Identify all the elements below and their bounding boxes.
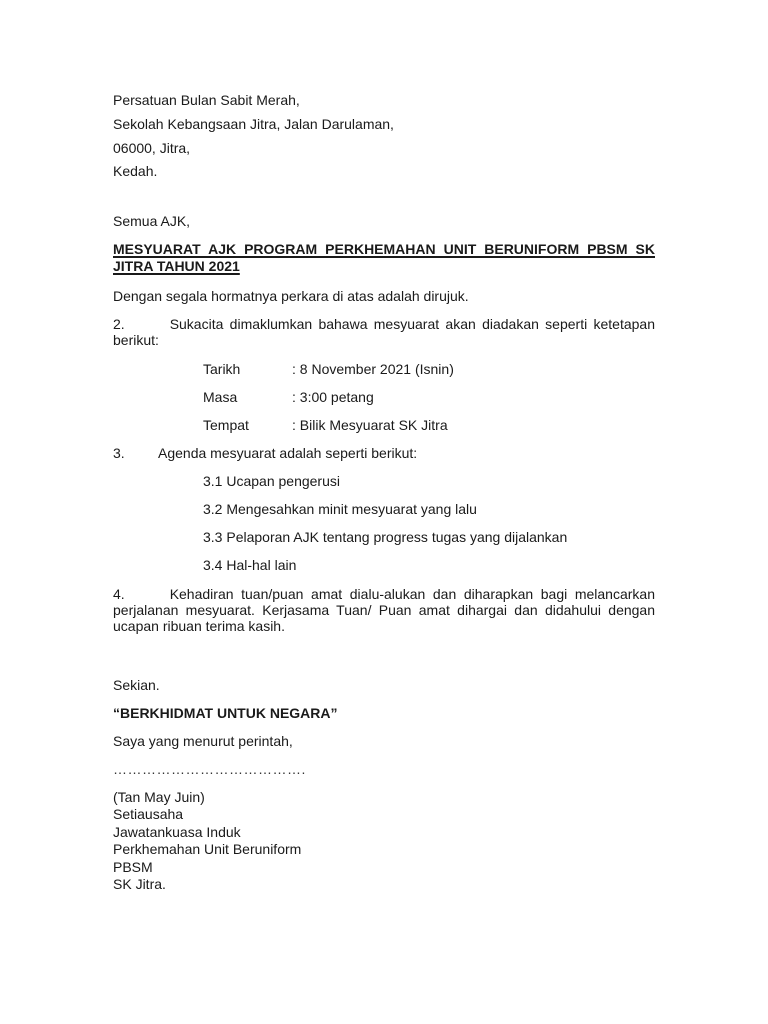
signatory-line: PBSM <box>113 859 153 875</box>
agenda-item: 3.3 Pelaporan AJK tentang progress tugas yang dijalankan <box>203 529 568 545</box>
detail-value-date: : 8 November 2021 (Isnin) <box>292 361 454 377</box>
closing: Sekian. <box>113 677 160 693</box>
address-line: 06000, Jitra, <box>113 140 191 156</box>
detail-value-time: : 3:00 petang <box>292 389 374 405</box>
paragraph-2 <box>113 316 655 348</box>
agenda-item: 3.2 Mengesahkan minit mesyuarat yang lalu <box>203 501 477 517</box>
address-line: Kedah. <box>113 163 158 179</box>
paragraph-text: Kehadiran tuan/puan amat dialu-alukan dan diharapkan bagi melancarkan perjalanan mesyuarat. Kerjasama Tuan/ Puan amat dihargai dan didahului dengan ucapan ribuan terima kasih. <box>113 586 655 634</box>
salutation: Semua AJK, <box>113 213 191 229</box>
address-line: Sekolah Kebangsaan Jitra, Jalan Darulaman, <box>113 116 394 132</box>
paragraph-number: 2. <box>113 316 125 332</box>
signatory-line: Jawatankuasa Induk <box>113 824 241 840</box>
paragraph-3-text: Agenda mesyuarat adalah seperti berikut: <box>158 445 418 461</box>
opening-line: Dengan segala hormatnya perkara di atas adalah dirujuk. <box>113 288 469 304</box>
signatory-line: Setiausaha <box>113 806 184 822</box>
detail-value-venue: : Bilik Mesyuarat SK Jitra <box>292 417 448 433</box>
signatory-name: (Tan May Juin) <box>113 789 205 805</box>
signatory-line: Perkhemahan Unit Beruniform <box>113 841 302 857</box>
paragraph-number: 4. <box>113 586 125 602</box>
sign-off: Saya yang menurut perintah, <box>113 733 293 749</box>
agenda-item: 3.1 Ucapan pengerusi <box>203 473 340 489</box>
signature-line: …………………………………. <box>113 761 306 777</box>
letter-subject: MESYUARAT AJK PROGRAM PERKHEMAHAN UNIT BERUNIFORM PBSM SK JITRA TAHUN 2021 <box>113 241 655 274</box>
signatory-line: SK Jitra. <box>113 876 166 892</box>
paragraph-4 <box>113 586 655 634</box>
detail-label-date: Tarikh <box>203 361 241 377</box>
address-line: Persatuan Bulan Sabit Merah, <box>113 92 300 108</box>
detail-label-time: Masa <box>203 389 238 405</box>
detail-label-venue: Tempat <box>203 417 249 433</box>
paragraph-3-number: 3. <box>113 445 125 461</box>
paragraph-text: Sukacita dimaklumkan bahawa mesyuarat akan diadakan seperti ketetapan berikut: <box>113 316 655 348</box>
agenda-item: 3.4 Hal-hal lain <box>203 557 297 573</box>
motto: “BERKHIDMAT UNTUK NEGARA” <box>113 705 338 721</box>
